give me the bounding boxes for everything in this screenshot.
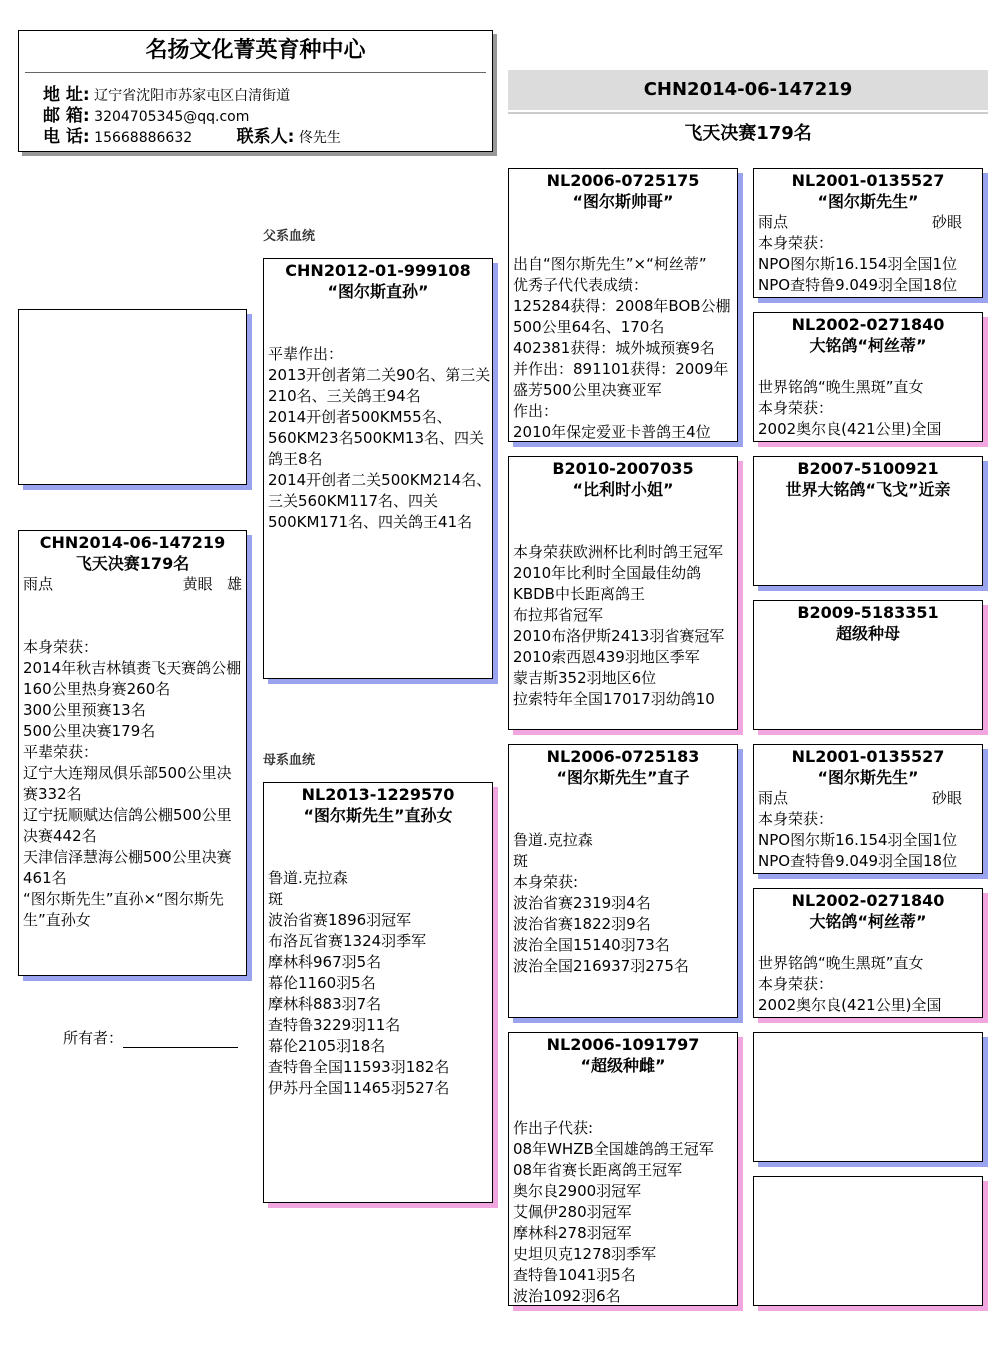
ggp8-card xyxy=(753,1176,983,1306)
ggp2-line: 本身荣获： xyxy=(758,399,834,417)
gp1-line: 出自“图尔斯先生”×“柯丝蒂” xyxy=(513,255,707,273)
dam-line: 斑 xyxy=(268,890,284,908)
ggp4-ring: B2009-5183351 xyxy=(797,603,939,622)
subject-line: 辽宁抚顺赋达信鸽公棚500公里决赛442名 xyxy=(23,806,232,845)
dam-line: 布洛瓦省赛1324羽季军 xyxy=(268,932,427,950)
gp3-line: 波治省赛1822羽9名 xyxy=(513,915,651,933)
gp4-line: 摩林科278羽冠军 xyxy=(513,1224,632,1242)
gp2-line: 2010年比利时全国最佳幼鸽 xyxy=(513,564,702,582)
ggp3-card xyxy=(753,456,983,586)
subject-line: 2014年秋吉林镇赉飞天赛鸽公棚 xyxy=(23,659,242,677)
dam-name: “图尔斯先生”直孙女 xyxy=(303,806,453,825)
gp1-name: “图尔斯帅哥” xyxy=(572,192,674,211)
subject-line: 160公里热身赛260名 xyxy=(23,680,171,698)
header-box xyxy=(18,30,493,152)
subject-line: 天津信泽慧海公棚500公里决赛461名 xyxy=(23,848,232,887)
owner-row xyxy=(63,1028,238,1048)
gp1-line: 优秀子代代表成绩： xyxy=(513,276,649,294)
ggp5-eye: 砂眼 xyxy=(931,789,962,807)
dam-line: 波治省赛1896羽冠军 xyxy=(268,911,412,929)
ggp7-card xyxy=(753,1032,983,1162)
header-title: 名扬文化菁英育种中心 xyxy=(145,38,366,63)
subject-card xyxy=(18,530,247,976)
father-label: 父系血统 xyxy=(263,229,316,244)
subject-name: 飞天决赛179名 xyxy=(75,554,190,573)
ggp2-ring: NL2002-0271840 xyxy=(791,315,945,334)
sire-line: 2014开创者二关500KM214名、三关560KM117名、四关500KM171名、四关鸽王41名 xyxy=(268,471,492,531)
ggp5-color: 雨点 xyxy=(758,789,789,807)
gp2-card xyxy=(508,456,738,730)
dam-line: 查特鲁全国11593羽182名 xyxy=(268,1058,450,1076)
ggp4-name: 超级种母 xyxy=(835,624,900,643)
photo-placeholder xyxy=(18,309,247,485)
owner-line[interactable] xyxy=(123,1031,238,1048)
gp3-line: 本身荣获: xyxy=(513,873,579,891)
address-row xyxy=(43,85,290,107)
ggp1-card xyxy=(753,168,983,298)
gp3-line: 波治全国216937羽275名 xyxy=(513,957,689,975)
ggp5-line: NPO图尔斯16.154羽全国1位 xyxy=(758,831,958,849)
gp3-line: 鲁道.克拉森 xyxy=(513,831,593,849)
contact-label: 联系人: xyxy=(236,127,295,147)
ggp3-ring: B2007-5100921 xyxy=(797,459,939,478)
ggp2-line: 2002奥尔良(421公里)全国 xyxy=(758,420,942,438)
gp3-ring: NL2006-0725183 xyxy=(546,747,700,766)
gp4-line: 波治1092羽6名 xyxy=(513,1287,621,1305)
gp2-line: 布拉邦省冠军 xyxy=(513,606,604,624)
gp4-line: 查特鲁1041羽5名 xyxy=(513,1266,636,1284)
gp2-line: 2010索西恩439羽地区季军 xyxy=(513,648,700,666)
ggp2-line: 世界铭鸽“晚生黑斑”直女 xyxy=(758,378,924,396)
dam-line: 伊苏丹全国11465羽527名 xyxy=(268,1079,450,1097)
top-ring-band xyxy=(508,70,988,112)
ggp5-ring: NL2001-0135527 xyxy=(791,747,945,766)
sire-line: 平辈作出： xyxy=(268,345,344,363)
dam-card xyxy=(263,782,493,1203)
gp4-ring: NL2006-1091797 xyxy=(546,1035,700,1054)
gp2-line: 拉索特年全国17017羽幼鸽10 xyxy=(513,690,715,708)
gp2-line: 本身荣获欧洲杯比利时鸽王冠军 xyxy=(513,543,724,561)
gp1-line: 并作出：891101获得：2009年盛芳500公里决赛亚军 xyxy=(513,360,729,399)
subject-ring: CHN2014-06-147219 xyxy=(39,533,226,552)
ggp6-name: 大铭鸽“柯丝蒂” xyxy=(809,912,927,931)
ggp1-attrs xyxy=(754,212,982,233)
ggp5-name: “图尔斯先生” xyxy=(817,768,919,787)
email-value: 3204705345@qq.com xyxy=(94,109,250,125)
ggp5-card xyxy=(753,744,983,874)
gp1-line: 2010年保定爱亚卡普鸽王4位 xyxy=(513,423,711,441)
gp4-line: 奥尔良2900羽冠军 xyxy=(513,1182,642,1200)
gp2-name: “比利时小姐” xyxy=(572,480,674,499)
gp1-line: 作出： xyxy=(513,402,559,420)
contact-value: 佟先生 xyxy=(298,130,341,146)
gp3-line: 波治省赛2319羽4名 xyxy=(513,894,651,912)
top-name: 飞天决赛179名 xyxy=(684,123,812,144)
ggp1-ring: NL2001-0135527 xyxy=(791,171,945,190)
gp4-line: 08年省赛长距离鸽王冠军 xyxy=(513,1161,683,1179)
gp4-line: 08年WHZB全国雄鸽鸽王冠军 xyxy=(513,1140,714,1158)
sire-card xyxy=(263,258,493,679)
phone-value: 15668886632 xyxy=(94,130,193,146)
ggp3-name: 世界大铭鸽“飞戈”近亲 xyxy=(785,480,951,499)
ggp2-card xyxy=(753,312,983,442)
top-ring: CHN2014-06-147219 xyxy=(643,79,853,100)
dam-line: 幕伦1160羽5名 xyxy=(268,974,376,992)
email-row xyxy=(43,106,249,128)
subject-line: 500公里决赛179名 xyxy=(23,722,156,740)
sire-ring: CHN2012-01-999108 xyxy=(285,261,471,280)
gp2-ring: B2010-2007035 xyxy=(552,459,694,478)
phone-label: 电 话: xyxy=(43,127,90,147)
subject-line: 辽宁大连翔凤俱乐部500公里决赛332名 xyxy=(23,764,232,803)
subject-attrs xyxy=(19,574,246,595)
gp1-ring: NL2006-0725175 xyxy=(546,171,700,190)
ggp1-color: 雨点 xyxy=(758,213,789,231)
subject-lines xyxy=(19,637,246,931)
owner-label: 所有者： xyxy=(63,1029,124,1047)
ggp1-line: NPO图尔斯16.154羽全国1位 xyxy=(758,255,958,273)
subject-line: 本身荣获： xyxy=(23,638,99,656)
ggp6-line: 本身荣获： xyxy=(758,975,834,993)
gp4-name: “超级种雌” xyxy=(580,1056,666,1075)
subject-eye: 黄眼 xyxy=(182,575,213,593)
gp4-card xyxy=(508,1032,738,1306)
subject-line: 平辈荣获： xyxy=(23,743,99,761)
ggp1-line: NPO查特鲁9.049羽全国18位 xyxy=(758,276,958,294)
subject-line: 300公里预赛13名 xyxy=(23,701,146,719)
subject-sex: 雄 xyxy=(226,575,242,593)
ggp6-line: 2002奥尔良(421公里)全国 xyxy=(758,996,942,1014)
ggp1-name: “图尔斯先生” xyxy=(817,192,919,211)
gp2-line: KBDB中长距离鸽王 xyxy=(513,585,645,603)
ggp2-name: 大铭鸽“柯丝蒂” xyxy=(809,336,927,355)
ggp5-line: NPO查特鲁9.049羽全国18位 xyxy=(758,852,958,870)
phone-row xyxy=(43,127,341,149)
email-label: 邮 箱: xyxy=(43,106,90,126)
gp3-line: 斑 xyxy=(513,852,529,870)
header-divider xyxy=(25,72,486,73)
ggp6-ring: NL2002-0271840 xyxy=(791,891,945,910)
gp4-line: 作出子代获: xyxy=(513,1119,594,1137)
ggp6-card xyxy=(753,888,983,1018)
dam-line: 摩林科967羽5名 xyxy=(268,953,382,971)
gp2-line: 2010布洛伊斯2413羽省赛冠军 xyxy=(513,627,725,645)
sire-line: 2013开创者第二关90名、第三关210名、三关鸽王94名 xyxy=(268,366,491,405)
mother-label: 母系血统 xyxy=(263,753,316,768)
dam-ring: NL2013-1229570 xyxy=(301,785,455,804)
sire-name: “图尔斯直孙” xyxy=(327,282,429,301)
ggp5-attrs xyxy=(754,788,982,809)
subject-color: 雨点 xyxy=(23,575,54,593)
dam-line: 幕伦2105羽18名 xyxy=(268,1037,386,1055)
gp4-line: 艾佩伊280羽冠军 xyxy=(513,1203,632,1221)
gp4-line: 史坦贝克1278羽季军 xyxy=(513,1245,657,1263)
dam-line: 摩林科883羽7名 xyxy=(268,995,382,1013)
sire-line: 2014开创者500KM55名、560KM23名500KM13名、四关鸽王8名 xyxy=(268,408,484,468)
gp2-line: 蒙吉斯352羽地区6位 xyxy=(513,669,657,687)
ggp5-line: 本身荣获： xyxy=(758,810,834,828)
gp3-line: 波治全国15140羽73名 xyxy=(513,936,670,954)
ggp1-line: 本身荣获： xyxy=(758,234,834,252)
gp1-line: 402381获得：城外城预赛9名 xyxy=(513,339,715,357)
address-label: 地 址: xyxy=(43,85,90,105)
address-value: 辽宁省沈阳市苏家屯区白清街道 xyxy=(94,88,291,104)
ggp4-card xyxy=(753,600,983,730)
dam-line: 查特鲁3229羽11名 xyxy=(268,1016,401,1034)
ggp1-eye: 砂眼 xyxy=(931,213,962,231)
dam-line: 鲁道.克拉森 xyxy=(268,869,348,887)
subject-line: “图尔斯先生”直孙×“图尔斯先生”直孙女 xyxy=(23,890,224,929)
ggp6-line: 世界铭鸽“晚生黑斑”直女 xyxy=(758,954,924,972)
gp1-line: 125284获得：2008年BOB公棚500公里64名、170名 xyxy=(513,297,731,336)
gp1-card xyxy=(508,168,738,442)
gp3-name: “图尔斯先生”直子 xyxy=(556,768,690,787)
gp3-card xyxy=(508,744,738,1018)
